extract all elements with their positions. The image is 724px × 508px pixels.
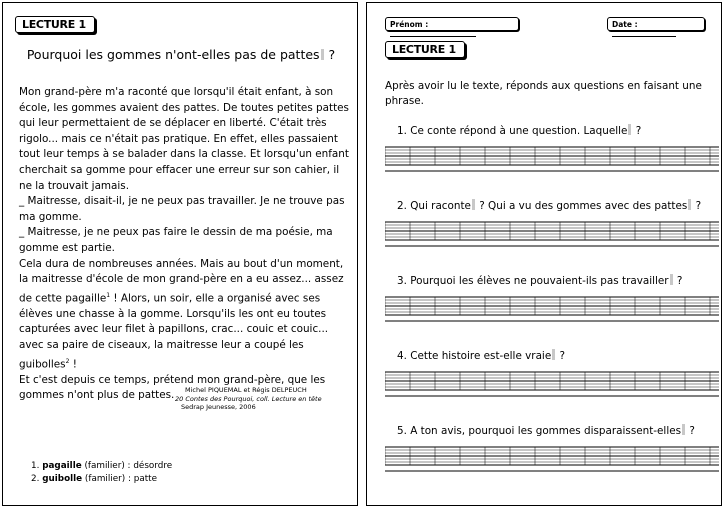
prenom-field[interactable] [385, 17, 519, 31]
story-title-end: ? [324, 47, 336, 62]
story-text-span: ! Alors, un soir, elle a organisé avec ses élèves une chasse à la gomme. Lorsqu'ils les ont eu toutes capturées avec leur filet à papillons, crac... couic et couic... avec sa paire de ciseaux, la maitresse leur a coupé les guibolles [19, 292, 329, 371]
footnote-word: pagaille [42, 461, 82, 471]
lecture-tag: LECTURE 1 [385, 41, 465, 58]
footnote [31, 473, 172, 486]
answer-lines-1[interactable] [385, 146, 719, 172]
footnote-gloss: (familier) : patte [82, 474, 158, 484]
answer-lines-5[interactable] [385, 446, 719, 472]
prenom-label: Prénom : [390, 20, 429, 29]
question-5 [397, 424, 695, 437]
question-4 [397, 349, 565, 362]
question-text: 2. Qui raconte [397, 200, 471, 212]
story-title-text: Pourquoi les gommes n'ont-elles pas de pattes [26, 47, 320, 62]
lecture-tag: LECTURE 1 [15, 16, 95, 33]
date-label: Date : [612, 20, 638, 29]
question-text: ? Qui a vu des gommes avec des pattes [475, 200, 688, 212]
question-text: 5. A ton avis, pourquoi les gommes disparaissent-elles [397, 425, 682, 437]
story-text-span: ! [69, 358, 77, 371]
story-text-span: Cela dura de nombreuses années. Mais au bout d'un moment, la maitresse d'école de mon grand-père en a eu assez... assez de cette pagaille [19, 257, 344, 305]
answer-lines-2[interactable] [385, 221, 719, 247]
footnote-num: 2. [31, 474, 40, 484]
date-line [612, 29, 676, 37]
footnote [31, 460, 172, 473]
footnote-num: 1. [31, 461, 40, 471]
date-field[interactable] [607, 17, 705, 31]
question-2 [397, 199, 701, 212]
prenom-line [390, 29, 476, 37]
footnote-word: guibolle [42, 474, 83, 484]
credits [175, 386, 322, 412]
story-paragraph [19, 257, 355, 373]
question-end: ? [692, 200, 702, 212]
question-end: ? [673, 275, 683, 287]
story-paragraph: Mon grand-père m'a raconté que lorsqu'il était enfant, à son école, les gommes avaient des pattes. De toutes petites pattes qui leur permettaient de se déplacer en liberté. C'était très rigolo... mais ce n'était pas pratique. En effet, elles passaient tout leur temps à se balader dans la classe. Et lorsqu'un enfant cherchait sa gomme pour effacer une erreur sur son cahier, il ne la trouvait jamais. [19, 86, 349, 192]
right-page [366, 2, 722, 506]
question-end: ? [632, 125, 642, 137]
question-end: ? [556, 350, 566, 362]
page-gutter [358, 0, 366, 508]
instructions: Après avoir lu le texte, réponds aux questions en faisant une phrase. [385, 80, 702, 107]
credits-book: 20 Contes des Pourquoi, coll. Lecture en tête [175, 394, 322, 403]
credits-publisher: Sedrap Jeunesse, 2006 [181, 403, 256, 411]
footnote-gloss: (familier) : désordre [81, 461, 173, 471]
question-end: ? [686, 425, 695, 437]
question-1 [397, 124, 641, 137]
question-text: 1. Ce conte répond à une question. Laquelle [397, 125, 628, 137]
question-text: 3. Pourquoi les élèves ne pouvaient-ils pas travailler [397, 275, 669, 287]
footnotes [31, 460, 172, 486]
question-3 [397, 274, 682, 287]
left-page [2, 2, 358, 506]
footnote-ref: 2 [65, 357, 70, 365]
question-text: 4. Cette histoire est-elle vraie [397, 350, 552, 362]
story-title [3, 47, 359, 62]
footnote-ref: 1 [106, 291, 111, 299]
answer-lines-3[interactable] [385, 296, 719, 322]
answer-lines-4[interactable] [385, 371, 719, 397]
story-dialogue: _ Maitresse, disait-il, je ne peux pas travailler. Je ne trouve pas ma gomme. [19, 195, 345, 223]
story-paragraph: Et c'est depuis ce temps, prétend mon grand-père, que les gommes n'ont plus de pattes. [19, 373, 326, 402]
story-text [19, 85, 355, 404]
credits-authors: Michel PIQUEMAL et Régis DELPEUCH [185, 386, 307, 394]
story-dialogue: _ Maitresse, je ne peux pas faire le dessin de ma poésie, ma gomme est partie. [19, 226, 333, 254]
